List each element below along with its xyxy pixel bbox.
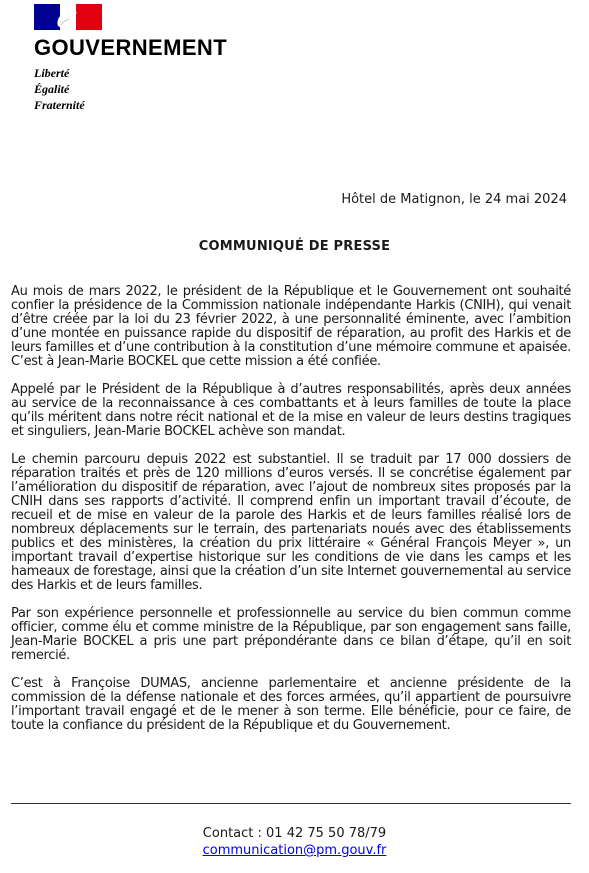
paragraph-4: Par son expérience personnelle et professionnelle au service du bien commun comme officier, comme élu et comme ministre de la République, par son engagement sans faille, Jean-Marie BOCKEL a pris une part prépondérante dans ce bilan d’étape, qu’il en soit remercié.: [11, 606, 571, 663]
marianne-flag-icon: [34, 4, 102, 30]
contact-block: [0, 825, 589, 859]
contact-phone: Contact : 01 42 75 50 78/79: [202, 826, 387, 841]
press-release-title: COMMUNIQUÉ DE PRESSE: [198, 239, 391, 254]
republic-motto: [34, 65, 274, 113]
government-logo: [34, 4, 274, 113]
place-date: Hôtel de Matignon, le 24 mai 2024: [341, 192, 567, 207]
motto-liberte: Liberté: [34, 66, 70, 80]
paragraph-2: Appelé par le Président de la République à d’autres responsabilités, après deux années au service de la reconnaissance à ces combattants et à leurs familles de toute la place qu’ils méritent dans notre récit national et de la mise en valeur de leurs destins tragiques et singuliers, Jean-Marie BOCKEL achève son mandat.: [11, 382, 571, 439]
motto-fraternite: Fraternité: [34, 98, 85, 112]
paragraph-5: C’est à Françoise DUMAS, ancienne parlementaire et ancienne présidente de la commission de la défense nationale et des forces armées, qu’il appartient de poursuivre l’important travail engagé et de le mener à son terme. Elle bénéficie, pour ce faire, de toute la confiance du président de la République et du Gouvernement.: [11, 676, 571, 733]
logo-government-name: GOUVERNEMENT: [34, 35, 228, 60]
motto-egalite: Égalité: [34, 82, 70, 96]
press-release-body: [11, 285, 571, 747]
contact-email-link[interactable]: communication@pm.gouv.fr: [202, 843, 387, 858]
footer-divider: [11, 803, 571, 804]
paragraph-1: Au mois de mars 2022, le président de la République et le Gouvernement ont souhaité confier la présidence de la Commission nationale indépendante Harkis (CNIH), qui venait d’être créée par la loi du 23 février 2022, à une personnalité éminente, avec l’ambition d’une montée en puissance rapide du dispositif de réparation, au profit des Harkis et de leurs familles et d’une contribution à la constitution d’une mémoire commune et apaisée. C’est à Jean-Marie BOCKEL que cette mission a été confiée.: [11, 284, 571, 369]
paragraph-3: Le chemin parcouru depuis 2022 est substantiel. Il se traduit par 17 000 dossiers de réparation traités et près de 120 millions d’euros versés. Il se concrétise également par l’amélioration du dispositif de réparation, avec l’ajout de nombreux sites proposés par la CNIH dans ses rapports d’activité. Il comprend enfin un important travail d’écoute, de recueil et de mise en valeur de la parole des Harkis et de leurs familles réalisé lors de nombreux déplacements sur le terrain, des partenariats noués avec des établissements publics et des ministères, la création du prix littéraire « Général François Meyer », un important travail d’expertise historique sur les conditions de vie dans les camps et les hameaux de forestage, ainsi que la création d’un site Internet gouvernemental au service des Harkis et de leurs familles.: [11, 452, 571, 593]
